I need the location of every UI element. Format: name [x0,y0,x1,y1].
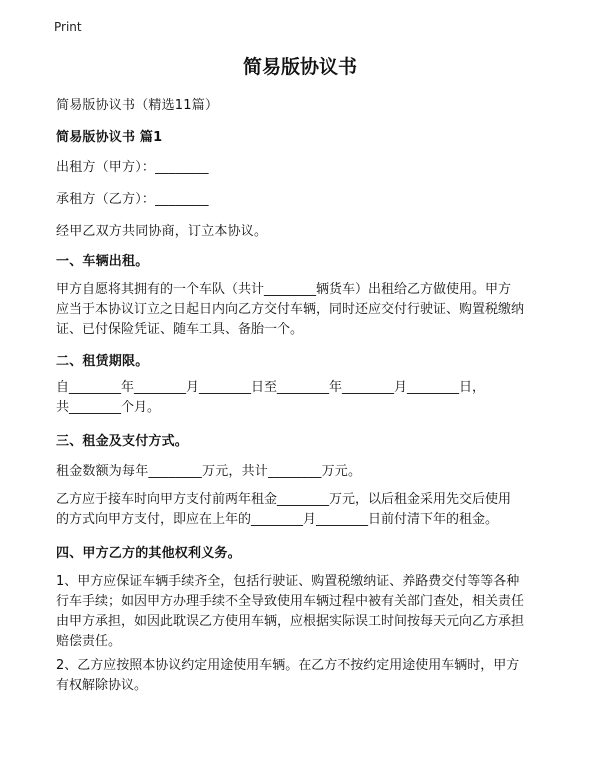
print-link[interactable]: Print [54,20,82,34]
section-1-body [56,280,546,340]
section-2-heading: 二、租赁期限。 [56,354,149,369]
section-2-line: 共________个月。 [56,400,161,415]
section-2-line: 自________年________月________日至________年________月________日， [56,380,486,395]
intro-text: 经甲乙双方共同协商，订立本协议。 [56,224,268,239]
section-1-line: 甲方自愿将其拥有的一个车队（共计________辆货车）出租给乙方做使用。甲方 [56,282,512,297]
article-heading: 简易版协议书 篇1 [56,130,163,145]
section-3-payment [56,490,546,530]
section-2-body [56,378,546,418]
lessee-line: 承租方（乙方）：________ [56,192,209,207]
section-1-line: 证、已付保险凭证、随车工具、备胎一个。 [56,322,304,337]
section-4-item-1-line: 行车手续；如因甲方办理手续不全导致使用车辆过程中被有关部门查处，相关责任 [56,594,525,609]
section-4-item-1-line: 由甲方承担，如因此耽误乙方使用车辆，应根据实际误工时间按每天元向乙方承担 [56,614,525,629]
section-3-rent-amount: 租金数额为每年________万元，共计________万元。 [56,464,362,479]
section-4-item-2-line: 有权解除协议。 [56,678,148,693]
section-4-item-2-line: 2、乙方应按照本协议约定用途使用车辆。在乙方不按约定用途使用车辆时，甲方 [56,658,520,673]
section-4-item-2 [56,656,546,696]
section-1-heading: 一、车辆出租。 [56,254,149,269]
section-3-line: 的方式向甲方支付，即应在上年的________月________日前付清下年的租金。 [56,512,499,527]
lessor-line: 出租方（甲方）：________ [56,160,209,175]
section-4-item-1-line: 赔偿责任。 [56,634,122,649]
section-4-heading: 四、甲方乙方的其他权利义务。 [56,546,241,561]
section-3-heading: 三、租金及支付方式。 [56,434,189,449]
section-4-item-1 [56,572,546,652]
section-4-item-1-line: 1、甲方应保证车辆手续齐全，包括行驶证、购置税缴纳证、养路费交付等等各种 [56,574,520,589]
section-1-line: 应当于本协议订立之日起日内向乙方交付车辆，同时还应交付行驶证、购置税缴纳 [56,302,525,317]
section-3-line: 乙方应于接车时向甲方支付前两年租金________万元，以后租金采用先交后使用 [56,492,512,507]
document-subtitle: 简易版协议书（精选11篇） [56,98,219,113]
document-title: 简易版协议书 [242,56,357,78]
